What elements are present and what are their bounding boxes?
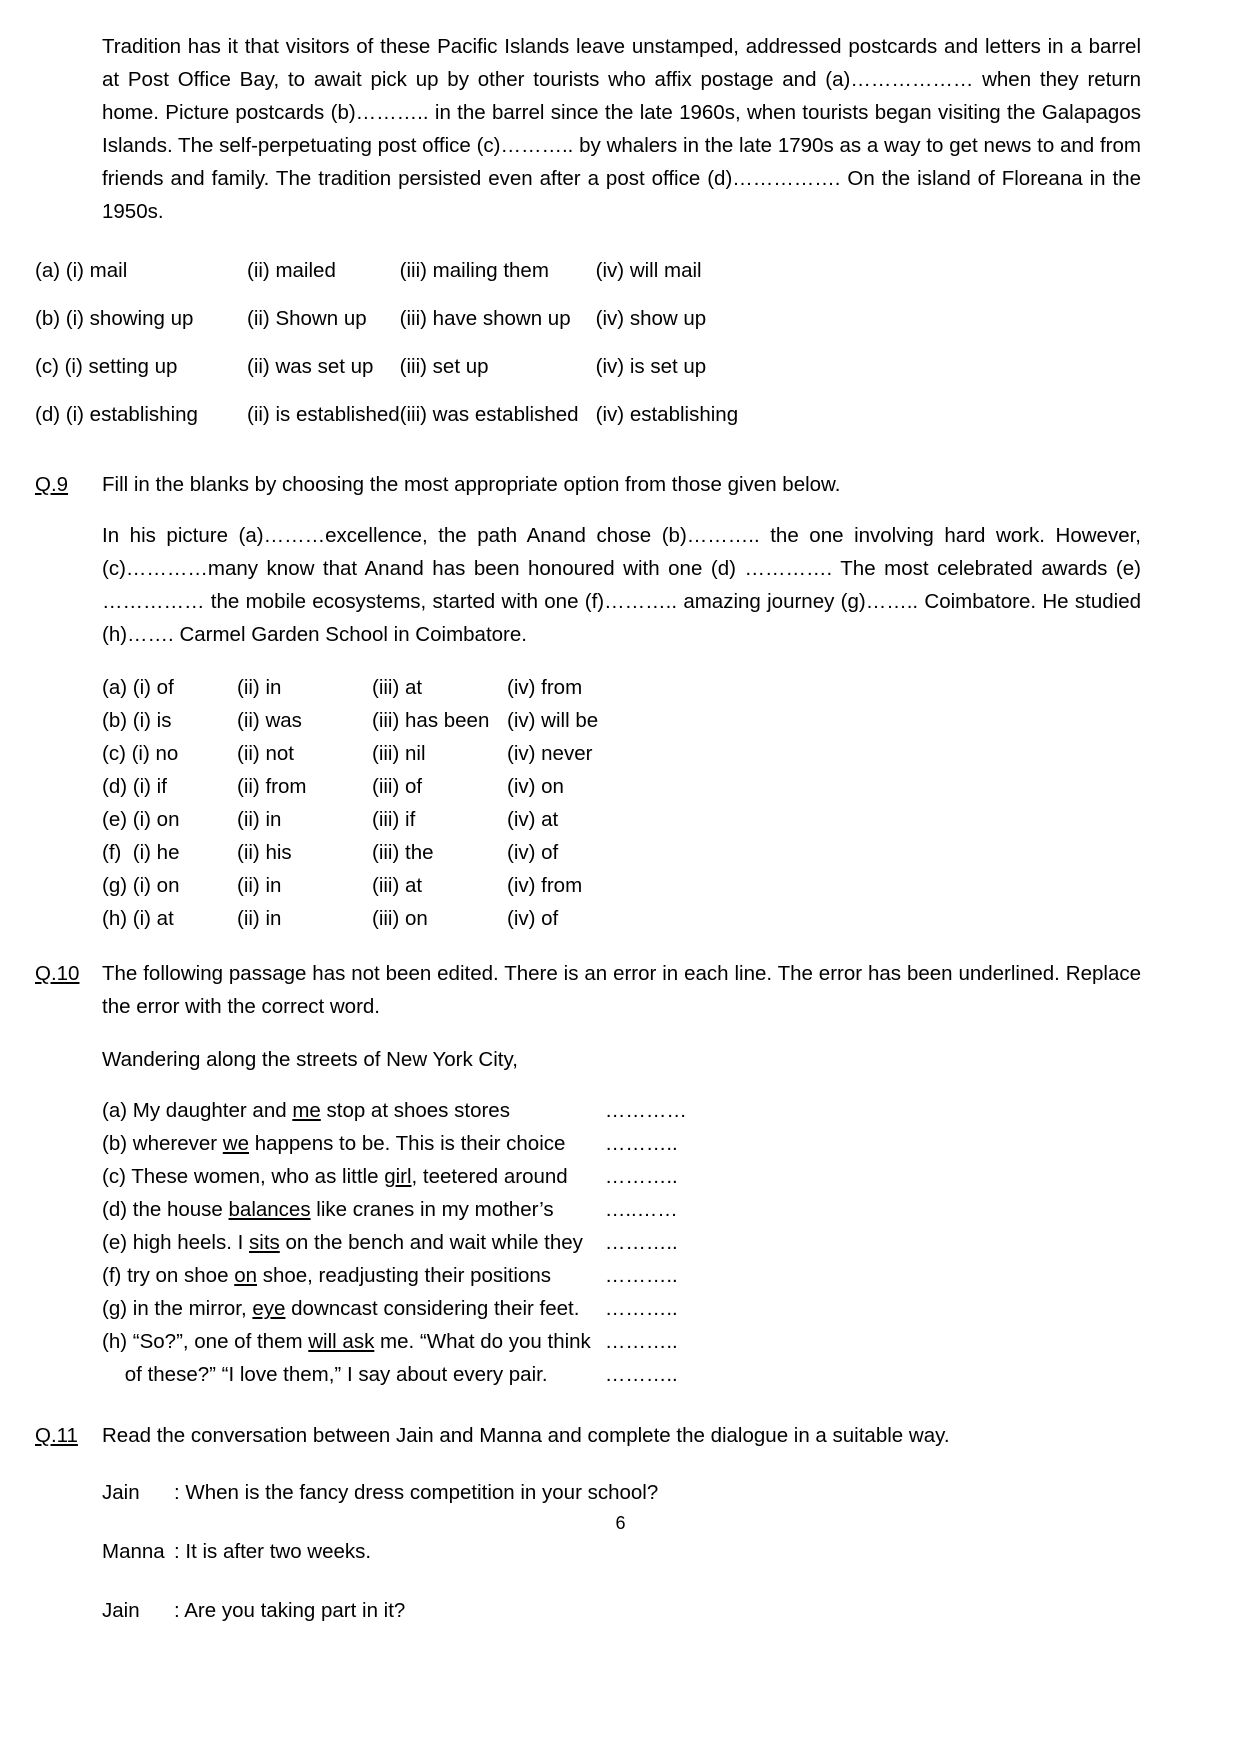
q8-option-row-b-col3: (iv) show up xyxy=(595,307,707,330)
table-row xyxy=(102,1160,725,1193)
q9-option-row-h-col0: (h) (i) at xyxy=(102,907,174,930)
q10-line-a: (a) My daughter and me stop at shoes stores xyxy=(102,1099,510,1122)
q9-option-row-d-col0: (d) (i) if xyxy=(102,775,167,798)
q10-line-f-error: on xyxy=(234,1264,257,1287)
q10-line-c-error: girl xyxy=(384,1165,412,1188)
q10-line-b: (b) wherever we happens to be. This is their choice xyxy=(102,1132,566,1155)
table-row xyxy=(102,1127,725,1160)
table-row xyxy=(102,803,642,836)
table-row xyxy=(102,1259,725,1292)
q8-option-row-b-col0: (b) (i) showing up xyxy=(35,307,194,330)
table-row xyxy=(102,704,642,737)
q9-option-row-g-col2: (iii) at xyxy=(372,874,423,897)
list-item xyxy=(102,1594,658,1653)
q10-line-f: (f) try on shoe on shoe, readjusting their positions xyxy=(102,1264,552,1287)
page-number: 6 xyxy=(615,1513,626,1533)
q8-option-row-b-col2: (iii) have shown up xyxy=(399,307,571,330)
q11-number: Q.11 xyxy=(35,1424,78,1447)
q10-error-lines-table xyxy=(102,1094,725,1391)
q9-number: Q.9 xyxy=(35,473,69,496)
q11-line-3: : Are you taking part in it? xyxy=(174,1599,406,1622)
q10-line-h: (h) “So?”, one of them will ask me. “What do you think xyxy=(102,1330,591,1353)
q10-line-a-error: me xyxy=(292,1099,321,1122)
q9-passage: In his picture (a)………excellence, the path Anand chose (b)……….. the one involving hard work. However, (c)…………many know that Anand has been honoured with one (d) …………. The most celebrated awards (e) …………… the mobile ecosystems, started with one (f)……….. amazing journey (g)…….. Coimbatore. He studied (h)……. Carmel Garden School in Coimbatore. xyxy=(102,524,1141,646)
q8-options-table xyxy=(35,254,796,446)
q9-option-row-g-col1: (ii) in xyxy=(237,874,282,897)
q9-option-row-c-col1: (ii) not xyxy=(237,742,294,765)
q8-option-row-d-col0: (d) (i) establishing xyxy=(35,403,198,426)
q9-option-row-e-col3: (iv) at xyxy=(507,808,559,831)
q9-option-row-c-col0: (c) (i) no xyxy=(102,742,179,765)
q10-line-f-dots: ……….. xyxy=(604,1264,678,1287)
q9-option-row-a-col1: (ii) in xyxy=(237,676,282,699)
q10-line-e: (e) high heels. I sits on the bench and wait while they xyxy=(102,1231,583,1254)
q9-option-row-e-col0: (e) (i) on xyxy=(102,808,180,831)
table-row xyxy=(102,737,642,770)
table-row xyxy=(102,1094,725,1127)
q9-block xyxy=(35,468,1141,501)
q9-instruction: Fill in the blanks by choosing the most appropriate option from those given below. xyxy=(102,473,841,496)
q10-block xyxy=(35,957,1141,1023)
q9-option-row-c-col3: (iv) never xyxy=(507,742,593,765)
q9-options-table xyxy=(102,671,642,935)
q9-option-row-e-col1: (ii) in xyxy=(237,808,282,831)
q8-option-row-b-col1: (ii) Shown up xyxy=(247,307,367,330)
table-row xyxy=(102,836,642,869)
q10-line-h-cont-dots: ……….. xyxy=(604,1363,678,1386)
q10-line-e-error: sits xyxy=(249,1231,280,1254)
q9-option-row-h-col2: (iii) on xyxy=(372,907,428,930)
q9-option-row-h-col1: (ii) in xyxy=(237,907,282,930)
q8-option-row-d-col1: (ii) is established xyxy=(247,403,400,426)
q8-option-row-a-col2: (iii) mailing them xyxy=(399,259,549,282)
q10-line-b-error: we xyxy=(222,1132,249,1155)
q10-line-c: (c) These women, who as little girl, teetered around xyxy=(102,1165,568,1188)
q8-option-row-d-col3: (iv) establishing xyxy=(595,403,739,426)
q10-intro: Wandering along the streets of New York City, xyxy=(102,1048,518,1071)
q10-line-d-error: balances xyxy=(228,1198,311,1221)
q8-option-row-c-col0: (c) (i) setting up xyxy=(35,355,178,378)
q11-speaker-2: Manna xyxy=(102,1540,165,1563)
q9-option-row-h-col3: (iv) of xyxy=(507,907,559,930)
q8-option-row-c-col3: (iv) is set up xyxy=(595,355,707,378)
q11-line-1: : When is the fancy dress competition in your school? xyxy=(174,1481,659,1504)
table-row xyxy=(102,671,642,704)
table-row xyxy=(35,350,796,398)
q10-line-h-cont: of these?” “I love them,” I say about every pair. xyxy=(102,1363,548,1386)
q9-option-row-d-col3: (iv) on xyxy=(507,775,564,798)
q10-line-g: (g) in the mirror, eye downcast considering their feet. xyxy=(102,1297,580,1320)
q9-option-row-d-col2: (iii) of xyxy=(372,775,423,798)
table-row xyxy=(35,302,796,350)
q9-option-row-b-col1: (ii) was xyxy=(237,709,302,732)
q9-option-row-f-col3: (iv) of xyxy=(507,841,559,864)
q11-block xyxy=(35,1419,1141,1452)
q11-speaker-3: Jain xyxy=(102,1599,140,1622)
q8-option-row-c-col1: (ii) was set up xyxy=(247,355,374,378)
list-item xyxy=(102,1535,658,1594)
table-row xyxy=(102,869,642,902)
q10-number: Q.10 xyxy=(35,962,80,985)
q9-option-row-e-col2: (iii) if xyxy=(372,808,416,831)
q9-option-row-c-col2: (iii) nil xyxy=(372,742,426,765)
q10-line-c-dots: ……….. xyxy=(604,1165,678,1188)
q8-option-row-a-col1: (ii) mailed xyxy=(247,259,336,282)
q10-line-b-dots: ……….. xyxy=(604,1132,678,1155)
q9-option-row-f-col0: (f) (i) he xyxy=(102,841,180,864)
q8-option-row-c-col2: (iii) set up xyxy=(399,355,489,378)
q9-option-row-f-col1: (ii) his xyxy=(237,841,292,864)
q8-option-row-a-col3: (iv) will mail xyxy=(595,259,702,282)
q10-line-h-dots: ……….. xyxy=(604,1330,678,1353)
q10-line-h-error: will ask xyxy=(308,1330,375,1353)
q10-line-g-error: eye xyxy=(252,1297,286,1320)
q11-instruction: Read the conversation between Jain and Manna and complete the dialogue in a suitable way. xyxy=(102,1424,950,1447)
q8-option-row-d-col2: (iii) was established xyxy=(399,403,579,426)
q9-option-row-g-col0: (g) (i) on xyxy=(102,874,180,897)
q11-speaker-1: Jain xyxy=(102,1481,140,1504)
q9-option-row-b-col0: (b) (i) is xyxy=(102,709,172,732)
table-row xyxy=(102,1226,725,1259)
table-row xyxy=(102,1325,725,1358)
q8-option-row-a-col0: (a) (i) mail xyxy=(35,259,128,282)
q10-line-d: (d) the house balances like cranes in my mother’s xyxy=(102,1198,554,1221)
q9-option-row-a-col0: (a) (i) of xyxy=(102,676,174,699)
table-row xyxy=(102,1358,725,1391)
q9-option-row-g-col3: (iv) from xyxy=(507,874,583,897)
q9-option-row-a-col2: (iii) at xyxy=(372,676,423,699)
q9-option-row-f-col2: (iii) the xyxy=(372,841,434,864)
q10-line-d-dots: …..…… xyxy=(604,1198,678,1221)
q10-line-g-dots: ……….. xyxy=(604,1297,678,1320)
q10-line-a-dots: ………… xyxy=(604,1099,687,1122)
table-row xyxy=(102,770,642,803)
table-row xyxy=(35,254,796,302)
q8-passage: Tradition has it that visitors of these Pacific Islands leave unstamped, addressed postcards and letters in a barrel at Post Office Bay, to await pick up by other tourists who affix postage and (a)……………… when they return home. Picture postcards (b)……….. in the barrel since the late 1960s, when tourists began visiting the Galapagos Islands. The self-perpetuating post office (c)……….. by whalers in the late 1790s as a way to get news to and from friends and family. The tradition persisted even after a post office (d)……………. On the island of Floreana in the 1950s. xyxy=(102,35,1141,223)
q10-instruction: The following passage has not been edited. There is an error in each line. The error has been underlined. Replace the error with the correct word. xyxy=(102,962,1141,1018)
table-row xyxy=(102,1193,725,1226)
q9-option-row-d-col1: (ii) from xyxy=(237,775,307,798)
q10-line-e-dots: ……….. xyxy=(604,1231,678,1254)
q9-option-row-b-col2: (iii) has been xyxy=(372,709,490,732)
table-row xyxy=(102,902,642,935)
q9-option-row-b-col3: (iv) will be xyxy=(507,709,599,732)
q11-line-2: : It is after two weeks. xyxy=(174,1540,372,1563)
table-row xyxy=(35,398,796,446)
q11-dialogue-table xyxy=(102,1476,658,1653)
table-row xyxy=(102,1292,725,1325)
q9-option-row-a-col3: (iv) from xyxy=(507,676,583,699)
